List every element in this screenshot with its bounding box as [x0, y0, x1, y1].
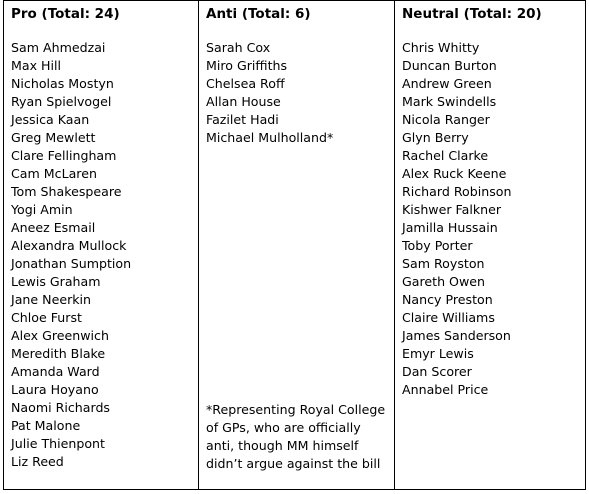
anti-list — [206, 39, 333, 147]
anti-header: Anti (Total: 6) — [206, 6, 311, 22]
list-item: Liz Reed — [11, 454, 64, 469]
list-item: Alex Greenwich — [11, 328, 109, 343]
list-item: Alexandra Mullock — [11, 238, 127, 253]
list-item: Mark Swindells — [402, 94, 497, 109]
list-item: Greg Mewlett — [11, 130, 96, 145]
list-item: Chloe Furst — [11, 310, 82, 325]
anti-footnote: *Representing Royal College of GPs, who are officially anti, though MM himself didn’t argue against the bill — [206, 402, 386, 471]
list-item: Claire Williams — [402, 310, 495, 325]
list-item: Glyn Berry — [402, 130, 469, 145]
list-item: Sam Royston — [402, 256, 485, 271]
list-item: Laura Hoyano — [11, 382, 99, 397]
list-item: Pat Malone — [11, 418, 81, 433]
list-item: Cam McLaren — [11, 166, 97, 181]
list-item: Julie Thienpont — [11, 436, 105, 451]
list-item: Aneez Esmail — [11, 220, 96, 235]
list-item: Richard Robinson — [402, 184, 512, 199]
list-item: Jane Neerkin — [11, 292, 92, 307]
pro-column — [4, 1, 198, 489]
neutral-column — [394, 1, 585, 489]
list-item: Max Hill — [11, 58, 62, 73]
list-item: Fazilet Hadi — [206, 112, 279, 127]
list-item: Alex Ruck Keene — [402, 166, 507, 181]
list-item: Tom Shakespeare — [11, 184, 122, 199]
list-item: Andrew Green — [402, 76, 492, 91]
list-item: Duncan Burton — [402, 58, 497, 73]
list-item: Toby Porter — [402, 238, 473, 253]
list-item: Yogi Amin — [11, 202, 73, 217]
list-item: Rachel Clarke — [402, 148, 489, 163]
list-item: Annabel Price — [402, 382, 489, 397]
witness-table — [3, 0, 586, 490]
list-item: Kishwer Falkner — [402, 202, 502, 217]
list-item: Chelsea Roff — [206, 76, 285, 91]
list-item: Naomi Richards — [11, 400, 110, 415]
list-item: Amanda Ward — [11, 364, 100, 379]
list-item: Jonathan Sumption — [11, 256, 132, 271]
list-item: Gareth Owen — [402, 274, 485, 289]
list-item: Nicholas Mostyn — [11, 76, 114, 91]
list-item: Dan Scorer — [402, 364, 472, 379]
list-item: James Sanderson — [402, 328, 511, 343]
pro-list — [11, 39, 131, 471]
list-item: Nancy Preston — [402, 292, 493, 307]
list-item: Lewis Graham — [11, 274, 101, 289]
list-item: Jessica Kaan — [11, 112, 90, 127]
anti-column — [198, 1, 394, 489]
list-item: Emyr Lewis — [402, 346, 474, 361]
list-item: Nicola Ranger — [402, 112, 490, 127]
list-item: Chris Whitty — [402, 40, 480, 55]
list-item: Allan House — [206, 94, 281, 109]
list-item: Ryan Spielvogel — [11, 94, 112, 109]
list-item: Miro Griffiths — [206, 58, 288, 73]
list-item: Sarah Cox — [206, 40, 271, 55]
pro-header: Pro (Total: 24) — [11, 6, 120, 22]
list-item: Jamilla Hussain — [402, 220, 498, 235]
list-item: Clare Fellingham — [11, 148, 117, 163]
neutral-list — [402, 39, 511, 399]
neutral-header: Neutral (Total: 20) — [402, 6, 542, 22]
list-item: Michael Mulholland* — [206, 130, 334, 145]
list-item: Sam Ahmedzai — [11, 40, 106, 55]
list-item: Meredith Blake — [11, 346, 106, 361]
